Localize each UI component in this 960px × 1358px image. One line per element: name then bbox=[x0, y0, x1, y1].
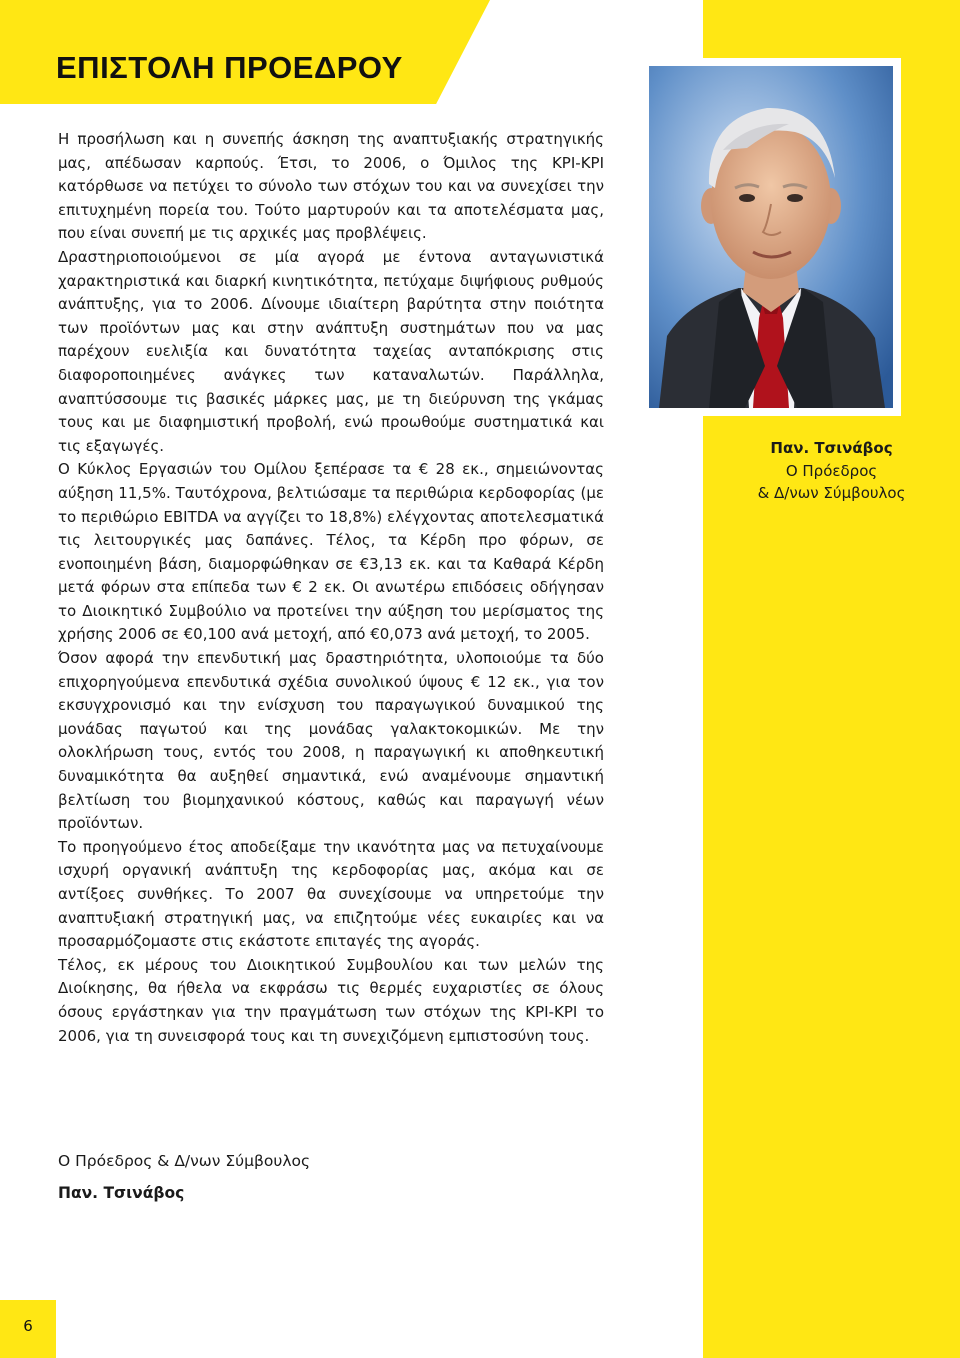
photo-caption bbox=[703, 436, 960, 504]
paragraph-1: Η προσήλωση και η συνεπής άσκηση της αναπτυξιακής στρατηγικής μας, απέδωσαν καρπούς. Έτσι, το 2006, ο Όμιλος της KPI-KPI κατόρθωσε να πετύχει το σύνολο των στόχων του και να συνεχίσει την επιτυχημένη πορεία του. Τούτο μαρτυρούν και τα αποτελέσματα μας, που είναι συνεπή με τις αρχικές μας προβλέψεις. bbox=[58, 130, 604, 243]
paragraph-5: Το προηγούμενο έτος αποδείξαμε την ικανότητα μας να πετυχαίνουμε ισχυρή οργανική ανάπτυξη της κερδοφορίας μας, ακόμα και σε αντίξοες συνθήκες. Το 2007 θα συνεχίσουμε να υπηρετούμε την αναπτυξιακή στρατηγική μας, να επιζητούμε νέες ευκαιρίες και να προσαρμόζομαστε στις εκάστοτε επιταγές της αγοράς. bbox=[58, 837, 604, 951]
caption-role-line1: Ο Πρόεδρος bbox=[785, 462, 878, 480]
paragraph-6: Τέλος, εκ μέρους του Διοικητικού Συμβουλίου και των μελών της Διοίκησης, θα ήθελα να εκφράσω τις θερμές ευχαριστίες σε όλους όσους εργάστηκαν για την πραγμάτωση των στόχων της KPI-KPI το 2006, για τη συνεισφορά τους και τη συνεχιζόμενη εμπιστοσύνη τους. bbox=[58, 955, 604, 1045]
caption-role-line2: & Δ/νων Σύμβουλος bbox=[757, 484, 906, 502]
caption-name: Παν. Τσινάβος bbox=[770, 439, 893, 457]
president-portrait bbox=[649, 66, 893, 408]
page-title: ΕΠΙΣΤΟΛΗ ΠΡΟΕΔΡΟΥ bbox=[56, 50, 403, 85]
paragraph-4: Όσον αφορά την επενδυτική μας δραστηριότητα, υλοποιούμε τα δύο επιχορηγούμενα επενδυτικά σχέδια συνολικού ύψους € 12 εκ., για τον εκσυγχρονισμό και την ενίσχυση του παραγωγικού δυναμικού της μονάδας παγωτού και της μονάδας γαλακτοκομικών. Με την ολοκλήρωση τους, εντός του 2008, η παραγωγική κι αποθηκευτική δυναμικότητα θα αυξηθεί σημαντικά, ενώ αναμένουμε σημαντική βελτίωση του βιομηχανικού κόστους, καθώς και παραγωγή νέων προϊόντων. bbox=[58, 649, 604, 833]
paragraph-3: Ο Κύκλος Εργασιών του Ομίλου ξεπέρασε τα € 28 εκ., σημειώνοντας αύξηση 11,5%. Ταυτόχρονα, βελτιώσαμε τα περιθώρια κερδοφορίας (με το περιθώριο EBITDA να αγγίζει το 18,8%) ελέγχοντας αποτελεσματικά τις λειτουργικές μας δαπάνες. Τέλος, τα Κέρδη προ φόρων, σε ενοποιημένη βάση, διαμορφώθηκαν σε €3,13 εκ. και τα Καθαρά Κέρδη μετά φόρων στα επίπεδα των € 2 εκ. Οι ανωτέρω επιδόσεις οδήγησαν το Διοικητικό Συμβούλιο να προτείνει την αύξηση του μερίσματος της χρήσης 2006 σε €0,100 ανά μετοχή, από €0,073 ανά μετοχή, το 2005. bbox=[58, 460, 604, 644]
signature-name: Παν. Τσινάβος bbox=[58, 1184, 185, 1202]
paragraph-2: Δραστηριοποιούμενοι σε μία αγορά με έντονα ανταγωνιστικά χαρακτηριστικά και διαρκή κινητικότητα, πετύχαμε διψήφιους ρυθμούς ανάπτυξης, για το 2006. Δίνουμε ιδιαίτερη βαρύτητα στην ποιότητα των προϊόντων μας και στην ανάπτυξη συστημάτων που να μας παρέχουν ευελιξία και δυνατότητα ταχείας ανταπόκρισης στις διαφοροποιημένες ανάγκες των καταναλωτών. Παράλληλα, αναπτύσσουμε τις βασικές μάρκες μας, με τη διεύρυνση της γκάμας τους και με διαφημιστική προβολή, ενώ προωθούμε συστηματικά και τις εξαγωγές. bbox=[58, 247, 604, 455]
page-number: 6 bbox=[23, 1317, 33, 1335]
signature-role: Ο Πρόεδρος & Δ/νων Σύμβουλος bbox=[58, 1152, 311, 1170]
letter-body bbox=[58, 128, 604, 1048]
photo-frame bbox=[641, 58, 901, 416]
